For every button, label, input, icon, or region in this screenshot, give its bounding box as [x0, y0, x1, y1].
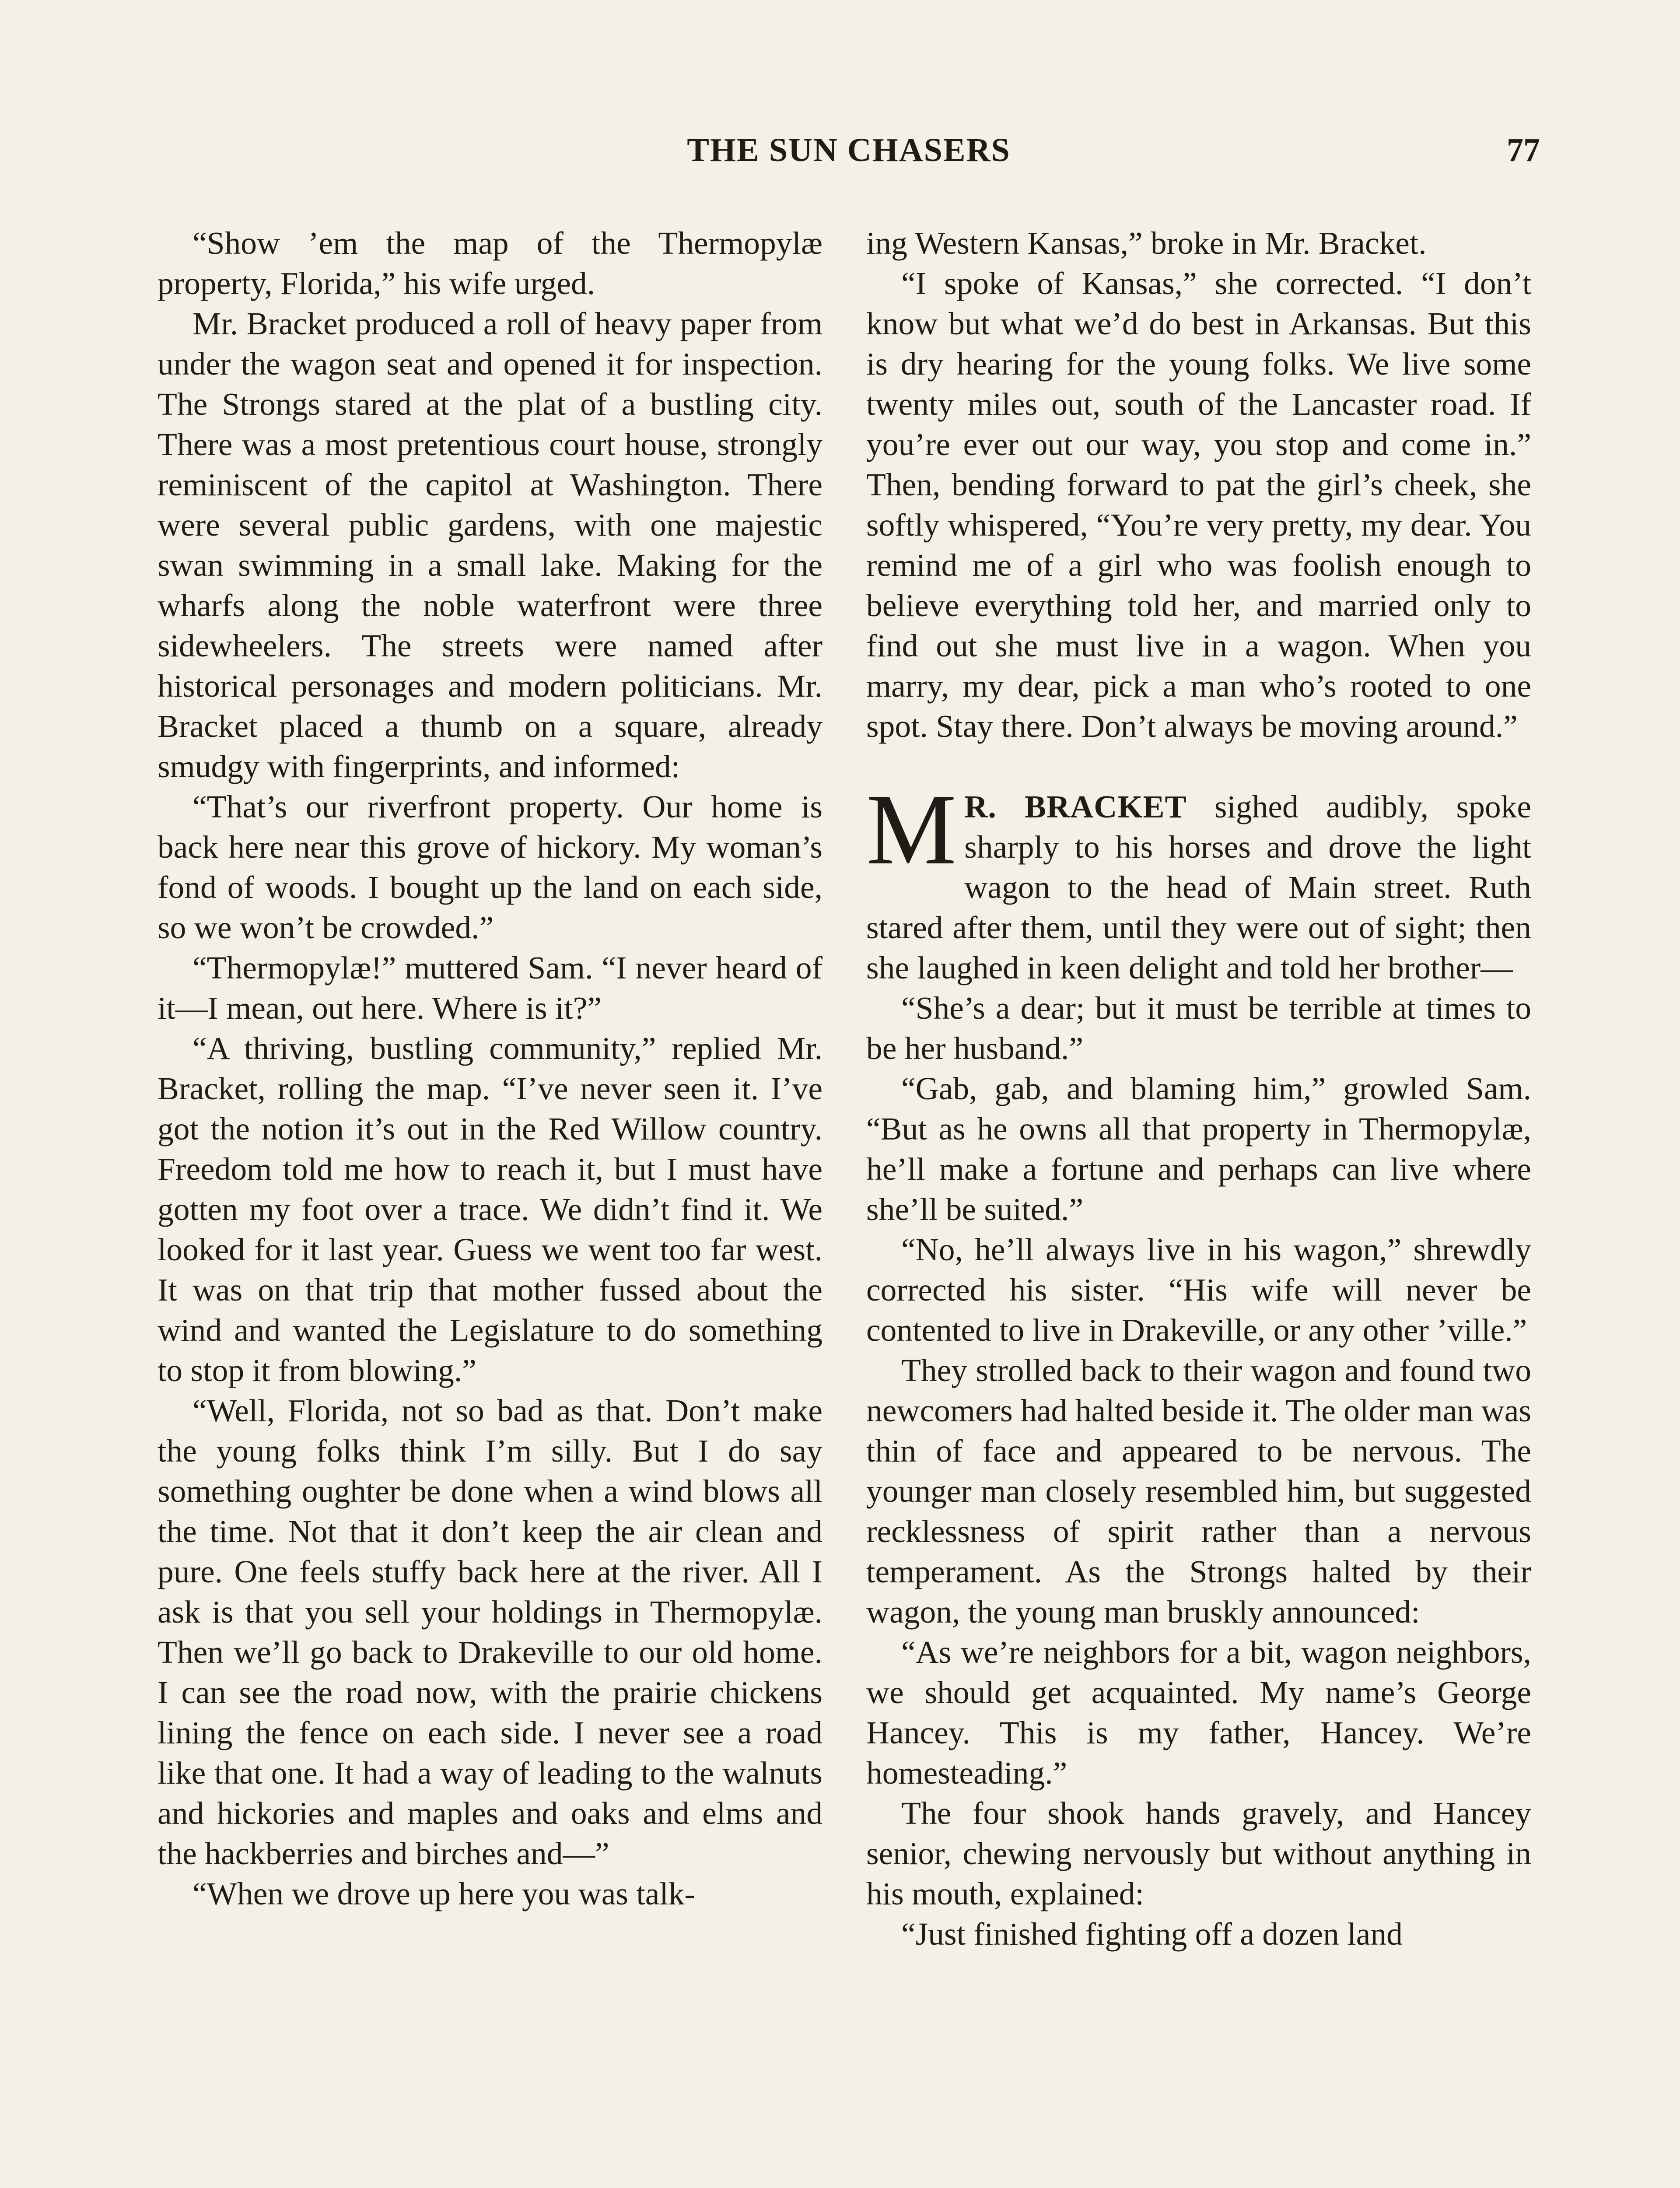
paragraph: “That’s our riverfront property. Our home is back here near this grove of hickory. My woman’s fond of woods. I bought up the land on each side, so we won’t be crowded.”: [158, 789, 822, 945]
paragraph: “Gab, gab, and blaming him,” growled Sam. “But as he owns all that property in Thermopylæ, he’ll make a fortune and perhaps can live where she’ll be suited.”: [866, 1071, 1531, 1227]
paragraph: They strolled back to their wagon and found two newcomers had halted beside it. The older man was thin of face and appeared to be nervous. The younger man closely resembled him, but suggested recklessness of spirit rather than a nervous temperament. As the Strongs halted by their wagon, the young man bruskly announced:: [866, 1353, 1531, 1630]
paragraph: The four shook hands gravely, and Hancey senior, chewing nervously but without anything in his mouth, explained:: [866, 1795, 1531, 1911]
section-text: sighed audibly, spoke sharply to his horses and drove the light wagon to the head of Main street. Ruth stared after them, until they were out of sight; then she laughed in keen delight and told her brother—: [866, 789, 1531, 985]
paragraph: “As we’re neighbors for a bit, wagon neighbors, we should get acquainted. My name’s George Hancey. This is my father, Hancey. We’re homesteading.”: [866, 1634, 1531, 1791]
drop-cap: M: [866, 773, 957, 886]
section-opening-paragraph: [866, 773, 1531, 988]
paragraph: “Thermopylæ!” muttered Sam. “I never heard of it—I mean, out here. Where is it?”: [158, 950, 822, 1026]
paragraph: Mr. Bracket produced a roll of heavy paper from under the wagon seat and opened it for inspection. The Strongs stared at the plat of a bustling city. There was a most pretentious court house, strongly reminiscent of the capitol at Washington. There were several public gardens, with one majestic swan swimming in a small lake. Making for the wharfs along the noble waterfront were three sidewheelers. The streets were named after historical personages and modern politicians. Mr. Bracket placed a thumb on a square, already smudgy with fingerprints, and informed:: [158, 306, 822, 784]
paragraph: “Well, Florida, not so bad as that. Don’t make the young folks think I’m silly. But I do say something oughter be done when a wind blows all the time. Not that it don’t keep the air clean and pure. One feels stuffy back here at the river. All I ask is that you sell your holdings in Thermopylæ. Then we’ll go back to Drakeville to our old home. I can see the road now, with the prairie chickens lining the fence on each side. I never see a road like that one. It had a way of leading to the walnuts and hickories and maples and oaks and elms and the hackberries and birches and—”: [158, 1393, 822, 1871]
left-column: [158, 223, 822, 1914]
paragraph: “When we drove up here you was talk-: [192, 1876, 696, 1911]
paragraph: “No, he’ll always live in his wagon,” shrewdly corrected his sister. “His wife will never be contented to live in Drakeville, or any other ’ville.”: [866, 1232, 1531, 1348]
page-header: [158, 131, 1540, 188]
page-number: 77: [1507, 132, 1540, 168]
paragraph: “Just finished fighting off a dozen land: [901, 1916, 1403, 1952]
section-lead-words: R. BRACKET: [964, 789, 1187, 824]
continued-paragraph: ing Western Kansas,” broke in Mr. Bracket.: [866, 225, 1427, 261]
paragraph: “Show ’em the map of the Thermopylæ property, Florida,” his wife urged.: [158, 225, 822, 301]
running-title: THE SUN CHASERS: [687, 132, 1011, 168]
paragraph: “A thriving, bustling community,” replied Mr. Bracket, rolling the map. “I’ve never seen it. I’ve got the notion it’s out in the Red Willow country. Freedom told me how to reach it, but I must have gotten my foot over a trace. We didn’t find it. We looked for it last year. Guess we went too far west. It was on that trip that mother fussed about the wind and wanted the Legislature to do something to stop it from blowing.”: [158, 1031, 822, 1388]
paragraph: “I spoke of Kansas,” she corrected. “I don’t know but what we’d do best in Arkansas. But this is dry hearing for the young folks. We live some twenty miles out, south of the Lancaster road. If you’re ever out our way, you stop and come in.” Then, bending forward to pat the girl’s cheek, she softly whispered, “You’re very pretty, my dear. You remind me of a girl who was foolish enough to believe everything told her, and married only to find out she must live in a wagon. When you marry, my dear, pick a man who’s rooted to one spot. Stay there. Don’t always be moving around.”: [866, 266, 1531, 744]
right-column: [866, 223, 1531, 1954]
paragraph: “She’s a dear; but it must be terrible at times to be her husband.”: [866, 990, 1531, 1066]
